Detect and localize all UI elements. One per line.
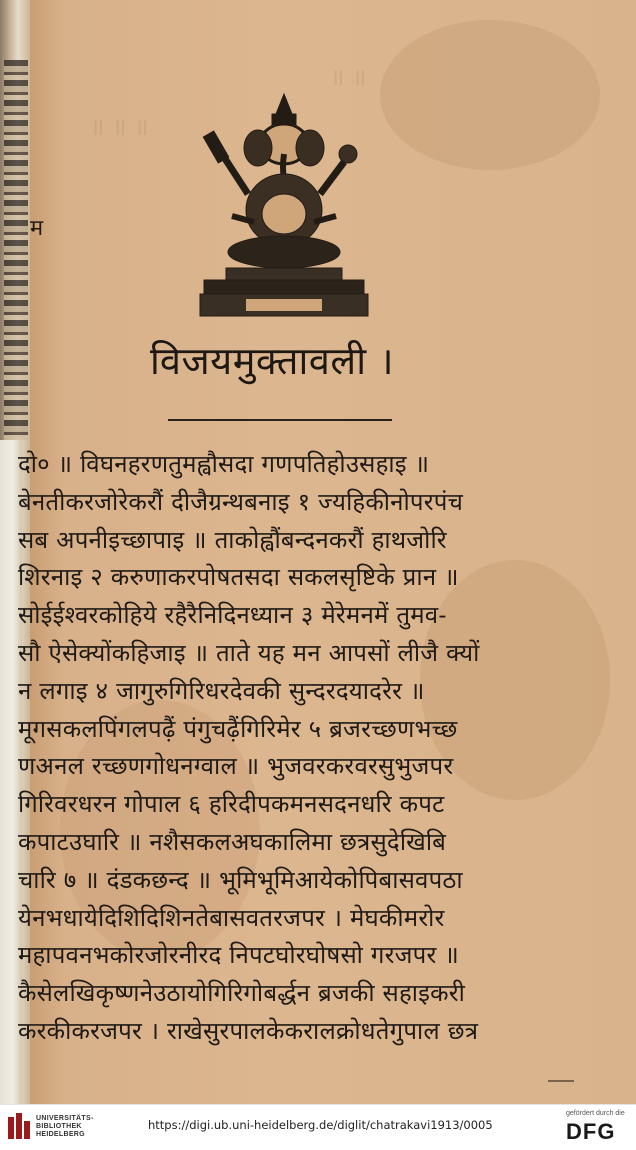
text-line: महापवनभकोरजोरनीरद निपटघोरघोषसो गरजपर ॥ (18, 941, 459, 970)
text-line: बेनतीकरजोरेकरौं दीजैग्रन्थबनाइ १ ज्यहिकीनोपरपंच (18, 487, 464, 516)
text-line: न लगाइ ४ जागुरुगिरिधरदेवकी सुन्दरदयादरेर ॥ (18, 676, 425, 705)
university-library-logo-icon[interactable] (8, 1113, 32, 1143)
paper-stain (380, 20, 600, 170)
text-line: मूगसकलपिंगलपढ़ैं पंगुचढ़ैंगिरिमेर ५ ब्रजरच्छणभच्छ (18, 714, 458, 743)
ganesha-illustration (196, 92, 372, 318)
dfg-logo[interactable]: DFG (566, 1119, 616, 1144)
page-title: विजयमुक्तावली । (150, 339, 395, 383)
text-line: सौ ऐसेक्योंकहिजाइ ॥ ताते यह मन आपसों लीजै क्यों (18, 638, 480, 667)
library-name[interactable] (36, 1115, 94, 1139)
library-name-text: UNIVERSITÄTS- BIBLIOTHEK HEIDELBERG (36, 1115, 94, 1138)
margin-letter: म (30, 216, 44, 241)
bleed-through-text: ॥ ॥ (330, 63, 367, 91)
text-line: येनभधायेदिशिदिशिनतेबासवतरजपर । मेघकीमरोर (18, 903, 445, 932)
text-line: कैसेलखिकृष्णनेउठायोगिरिगोबर्द्धन ब्रजकी सहाइकरी (18, 979, 465, 1008)
text-line: करकीकरजपर । राखेसुरपालकेकरालक्रोधतेगुपाल छत्र (18, 1016, 479, 1045)
permalink[interactable]: https://digi.ub.uni-heidelberg.de/diglit/chatrakavi1913/0005 (148, 1118, 493, 1132)
text-line: णअनल रच्छणगोधनग्वाल ॥ भुजवरकरवरसुभुजपर (18, 752, 454, 781)
text-line: शिरनाइ २ करुणाकरपोषतसदा सकलसृष्टिके प्रान ॥ (18, 563, 459, 592)
text-line: चारि ७ ॥ दंडकछन्द ॥ भूमिभूमिआयेकोपिबासवपठा (18, 865, 463, 894)
border-ornament (4, 60, 28, 440)
text-line: सब अपनीइच्छापाइ ॥ ताकोह्वौंबन्दनकरौं हाथजोरि (18, 525, 447, 554)
text-line: कपाटउघारि ॥ नशैसकलअघकालिमा छत्रसुदेखिबि (18, 827, 447, 856)
verse-text (18, 446, 578, 1051)
viewer-footer (0, 1104, 636, 1150)
text-line: दो० ॥ विघनहरणतुमह्वौसदा गणपतिहोउसहाइ ॥ (18, 450, 430, 478)
text-line: सोईईश्वरकोहिये रहैरैनिदिनध्यान ३ मेरेमनमें तुमव- (18, 601, 447, 630)
bleed-through-text: ॥ ॥ ॥ (90, 113, 149, 141)
title-rule (168, 419, 392, 421)
page-mark (548, 1080, 574, 1088)
text-line: गिरिवरधरन गोपाल ६ हरिदीपकमनसदनधरि कपट (18, 790, 445, 819)
funded-by-label: gefördert durch die (566, 1110, 625, 1117)
